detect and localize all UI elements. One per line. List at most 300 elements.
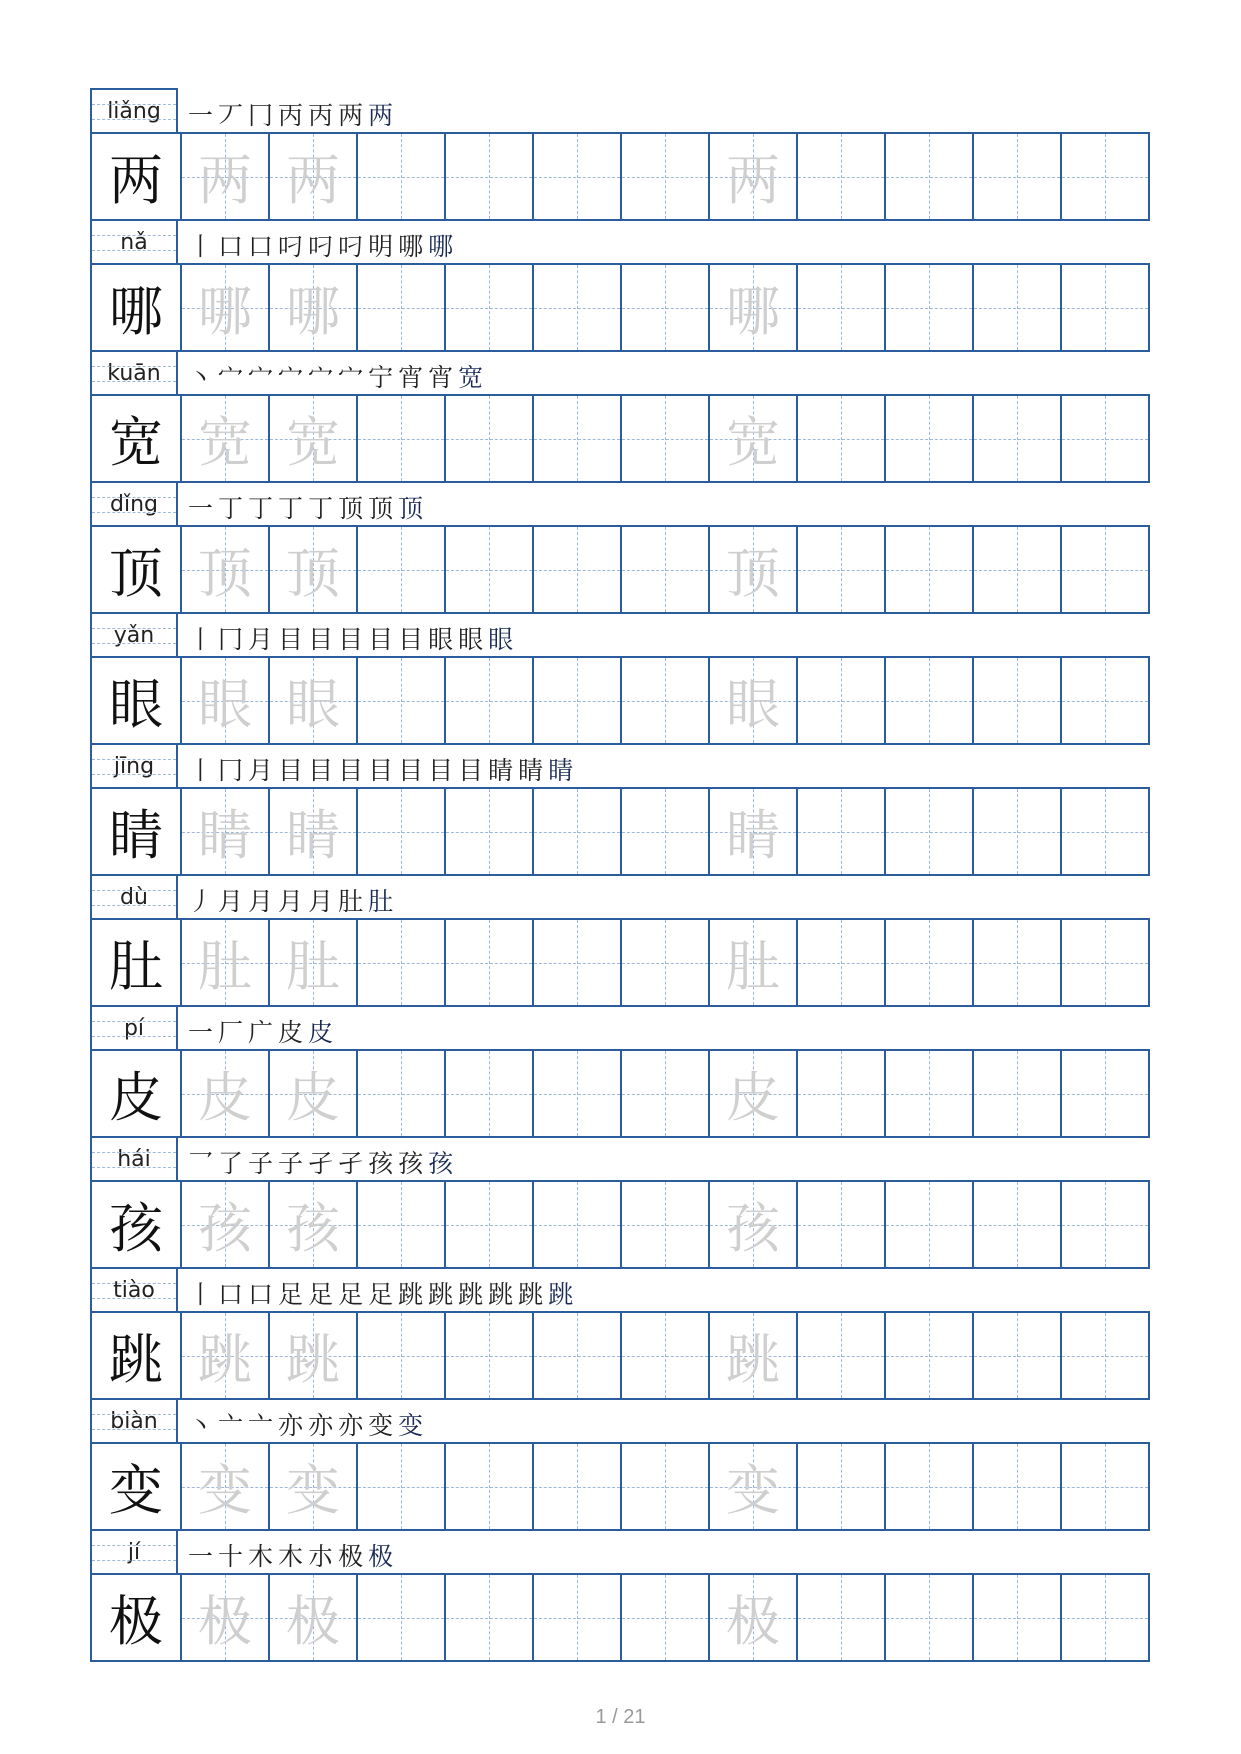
stroke-step: 口 <box>248 232 277 261</box>
practice-cell[interactable] <box>796 265 884 350</box>
practice-cell[interactable] <box>1060 1051 1148 1136</box>
practice-cell[interactable] <box>268 789 356 874</box>
practice-cell[interactable] <box>708 134 796 219</box>
stroke-step: 极 <box>338 1542 367 1571</box>
stroke-step: 月 <box>218 887 247 916</box>
stroke-step: 丨 <box>188 1280 217 1309</box>
stroke-step: 朩 <box>308 1542 337 1571</box>
stroke-step: 目 <box>338 625 367 654</box>
stroke-step: 两 <box>368 101 397 130</box>
stroke-step: 亦 <box>308 1411 337 1440</box>
pinyin-label: liǎng <box>90 88 178 132</box>
stroke-step: 眼 <box>458 625 487 654</box>
practice-cell[interactable] <box>268 1575 356 1660</box>
practice-cell[interactable] <box>268 527 356 612</box>
practice-cell[interactable] <box>1060 527 1148 612</box>
stroke-step: 哪 <box>428 232 457 261</box>
practice-cell[interactable] <box>180 658 268 743</box>
practice-cell[interactable] <box>972 920 1060 1005</box>
practice-cell[interactable] <box>972 789 1060 874</box>
practice-grid <box>90 1442 1150 1531</box>
model-cell <box>92 1182 180 1267</box>
practice-cell[interactable] <box>444 789 532 874</box>
model-character: 跳 <box>109 1328 163 1391</box>
practice-cell[interactable] <box>268 1313 356 1398</box>
stroke-step: 叼 <box>278 232 307 261</box>
stroke-order <box>188 223 458 263</box>
practice-cell[interactable] <box>1060 1444 1148 1529</box>
stroke-step: 肚 <box>338 887 367 916</box>
model-character: 皮 <box>109 1066 163 1129</box>
practice-cell[interactable] <box>620 396 708 481</box>
stroke-step: 丆 <box>218 101 247 130</box>
stroke-step: 丁 <box>218 494 247 523</box>
trace-character: 眼 <box>726 673 780 736</box>
stroke-step: 足 <box>368 1280 397 1309</box>
practice-cell[interactable] <box>532 1182 620 1267</box>
practice-cell[interactable] <box>1060 658 1148 743</box>
trace-character: 跳 <box>286 1328 340 1391</box>
practice-cell[interactable] <box>180 134 268 219</box>
practice-cell[interactable] <box>884 527 972 612</box>
practice-cell[interactable] <box>708 658 796 743</box>
trace-character: 肚 <box>726 935 780 998</box>
practice-cell[interactable] <box>444 1313 532 1398</box>
model-character: 宽 <box>109 411 163 474</box>
trace-character: 宽 <box>198 411 252 474</box>
stroke-order <box>188 1009 338 1049</box>
practice-cell[interactable] <box>708 527 796 612</box>
stroke-step: 木 <box>278 1542 307 1571</box>
practice-cell[interactable] <box>620 1444 708 1529</box>
stroke-step: 丶 <box>188 363 217 392</box>
practice-cell[interactable] <box>444 658 532 743</box>
stroke-step: 口 <box>218 1280 247 1309</box>
stroke-step: 一 <box>188 101 217 130</box>
practice-cell[interactable] <box>708 920 796 1005</box>
practice-cell[interactable] <box>620 789 708 874</box>
trace-character: 宽 <box>286 411 340 474</box>
practice-cell[interactable] <box>884 396 972 481</box>
practice-cell[interactable] <box>972 134 1060 219</box>
practice-cell[interactable] <box>708 265 796 350</box>
stroke-step: 丁 <box>248 494 277 523</box>
practice-cell[interactable] <box>620 920 708 1005</box>
trace-character: 睛 <box>286 804 340 867</box>
stroke-step: 了 <box>218 1149 247 1178</box>
model-character: 变 <box>109 1459 163 1522</box>
trace-character: 皮 <box>726 1066 780 1129</box>
practice-cell[interactable] <box>972 1182 1060 1267</box>
stroke-step: 丨 <box>188 625 217 654</box>
practice-cell[interactable] <box>356 1313 444 1398</box>
model-cell <box>92 1575 180 1660</box>
practice-cell[interactable] <box>532 1444 620 1529</box>
practice-cell[interactable] <box>620 1051 708 1136</box>
practice-cell[interactable] <box>796 1182 884 1267</box>
practice-cell[interactable] <box>796 920 884 1005</box>
stroke-order <box>188 485 428 525</box>
model-cell <box>92 265 180 350</box>
practice-cell[interactable] <box>884 265 972 350</box>
practice-grid <box>90 656 1150 745</box>
practice-cell[interactable] <box>708 1575 796 1660</box>
stroke-step: 睛 <box>488 756 517 785</box>
character-block <box>90 88 1150 221</box>
practice-cell[interactable] <box>884 134 972 219</box>
practice-cell[interactable] <box>972 1313 1060 1398</box>
practice-cell[interactable] <box>444 134 532 219</box>
practice-cell[interactable] <box>532 1051 620 1136</box>
practice-cell[interactable] <box>532 134 620 219</box>
pinyin-label: nǎ <box>90 219 178 263</box>
practice-cell[interactable] <box>620 1575 708 1660</box>
practice-cell[interactable] <box>268 920 356 1005</box>
model-character: 肚 <box>109 935 163 998</box>
practice-cell[interactable] <box>1060 265 1148 350</box>
practice-cell[interactable] <box>532 1575 620 1660</box>
stroke-step: 肚 <box>368 887 397 916</box>
stroke-order <box>188 1271 578 1311</box>
practice-cell[interactable] <box>708 396 796 481</box>
practice-cell[interactable] <box>532 658 620 743</box>
practice-cell[interactable] <box>884 920 972 1005</box>
practice-cell[interactable] <box>268 396 356 481</box>
stroke-order <box>188 747 578 787</box>
stroke-step: 目 <box>398 625 427 654</box>
practice-cell[interactable] <box>180 789 268 874</box>
stroke-step: 皮 <box>308 1018 337 1047</box>
trace-character: 顶 <box>286 542 340 605</box>
practice-cell[interactable] <box>356 920 444 1005</box>
trace-character: 睛 <box>198 804 252 867</box>
practice-cell[interactable] <box>972 1051 1060 1136</box>
stroke-order <box>188 354 488 394</box>
pinyin-label: biàn <box>90 1398 178 1442</box>
stroke-step: 广 <box>248 1018 277 1047</box>
practice-cell[interactable] <box>532 1313 620 1398</box>
character-block <box>90 743 1150 876</box>
practice-cell[interactable] <box>796 396 884 481</box>
trace-character: 哪 <box>198 280 252 343</box>
stroke-step: 子 <box>278 1149 307 1178</box>
practice-cell[interactable] <box>972 658 1060 743</box>
stroke-step: 口 <box>248 1280 277 1309</box>
practice-cell[interactable] <box>356 527 444 612</box>
character-block <box>90 612 1150 745</box>
model-character: 顶 <box>109 542 163 605</box>
practice-cell[interactable] <box>1060 789 1148 874</box>
practice-cell[interactable] <box>620 265 708 350</box>
trace-character: 肚 <box>198 935 252 998</box>
model-cell <box>92 396 180 481</box>
stroke-step: 月 <box>248 625 277 654</box>
practice-cell[interactable] <box>444 265 532 350</box>
stroke-step: 宀 <box>218 363 247 392</box>
stroke-step: 一 <box>188 494 217 523</box>
trace-character: 皮 <box>286 1066 340 1129</box>
stroke-step: 孩 <box>368 1149 397 1178</box>
stroke-step: 跳 <box>548 1280 577 1309</box>
practice-cell[interactable] <box>356 134 444 219</box>
practice-cell[interactable] <box>356 789 444 874</box>
trace-character: 极 <box>198 1590 252 1653</box>
stroke-step: 子 <box>248 1149 277 1178</box>
stroke-order <box>188 1402 428 1442</box>
stroke-step: 两 <box>338 101 367 130</box>
stroke-step: 宀 <box>278 363 307 392</box>
stroke-step: 丶 <box>188 1411 217 1440</box>
practice-cell[interactable] <box>180 396 268 481</box>
practice-grid <box>90 1573 1150 1662</box>
practice-cell[interactable] <box>884 1313 972 1398</box>
practice-cell[interactable] <box>180 1182 268 1267</box>
practice-cell[interactable] <box>796 1444 884 1529</box>
character-block <box>90 1398 1150 1531</box>
practice-cell[interactable] <box>884 1182 972 1267</box>
model-character: 极 <box>109 1590 163 1653</box>
stroke-step: 一 <box>188 1542 217 1571</box>
stroke-step: 极 <box>368 1542 397 1571</box>
stroke-step: 目 <box>278 625 307 654</box>
practice-cell[interactable] <box>796 134 884 219</box>
stroke-step: 月 <box>248 756 277 785</box>
practice-cell[interactable] <box>796 1313 884 1398</box>
stroke-step: 明 <box>368 232 397 261</box>
practice-cell[interactable] <box>620 134 708 219</box>
practice-cell[interactable] <box>972 396 1060 481</box>
practice-cell[interactable] <box>620 1182 708 1267</box>
practice-cell[interactable] <box>444 1444 532 1529</box>
practice-cell[interactable] <box>1060 1313 1148 1398</box>
stroke-step: 目 <box>398 756 427 785</box>
stroke-step: 冂 <box>218 625 247 654</box>
stroke-step: 十 <box>218 1542 247 1571</box>
practice-cell[interactable] <box>796 1575 884 1660</box>
practice-cell[interactable] <box>620 1313 708 1398</box>
practice-cell[interactable] <box>532 396 620 481</box>
practice-cell[interactable] <box>532 265 620 350</box>
pinyin-label: dù <box>90 874 178 918</box>
trace-character: 变 <box>198 1459 252 1522</box>
stroke-order <box>188 878 398 918</box>
practice-cell[interactable] <box>796 789 884 874</box>
stroke-step: 孑 <box>308 1149 337 1178</box>
trace-character: 跳 <box>726 1328 780 1391</box>
practice-cell[interactable] <box>532 789 620 874</box>
practice-cell[interactable] <box>796 658 884 743</box>
practice-cell[interactable] <box>884 789 972 874</box>
practice-cell[interactable] <box>268 658 356 743</box>
practice-cell[interactable] <box>444 527 532 612</box>
practice-cell[interactable] <box>620 527 708 612</box>
practice-cell[interactable] <box>180 1575 268 1660</box>
practice-cell[interactable] <box>708 1182 796 1267</box>
stroke-step: 孩 <box>428 1149 457 1178</box>
practice-cell[interactable] <box>356 265 444 350</box>
stroke-step: 顶 <box>398 494 427 523</box>
stroke-step: 冂 <box>248 101 277 130</box>
trace-character: 两 <box>286 149 340 212</box>
stroke-step: 丁 <box>278 494 307 523</box>
practice-cell[interactable] <box>1060 396 1148 481</box>
stroke-step: 目 <box>278 756 307 785</box>
stroke-step: 跳 <box>398 1280 427 1309</box>
stroke-order <box>188 92 398 132</box>
character-block <box>90 1005 1150 1138</box>
stroke-step: 宽 <box>458 363 487 392</box>
character-block <box>90 874 1150 1007</box>
stroke-step: 宀 <box>308 363 337 392</box>
practice-cell[interactable] <box>708 789 796 874</box>
practice-cell[interactable] <box>180 1313 268 1398</box>
practice-cell[interactable] <box>180 1051 268 1136</box>
stroke-step: 乛 <box>188 1149 217 1178</box>
character-block <box>90 481 1150 614</box>
pinyin-label: hái <box>90 1136 178 1180</box>
practice-cell[interactable] <box>356 396 444 481</box>
practice-cell[interactable] <box>796 527 884 612</box>
stroke-step: 足 <box>338 1280 367 1309</box>
practice-cell[interactable] <box>356 1444 444 1529</box>
trace-character: 变 <box>726 1459 780 1522</box>
stroke-order <box>188 1533 398 1573</box>
pinyin-label: pí <box>90 1005 178 1049</box>
practice-cell[interactable] <box>444 1182 532 1267</box>
practice-cell[interactable] <box>972 1444 1060 1529</box>
practice-cell[interactable] <box>708 1444 796 1529</box>
stroke-step: 宵 <box>398 363 427 392</box>
practice-cell[interactable] <box>356 1575 444 1660</box>
practice-cell[interactable] <box>1060 1182 1148 1267</box>
practice-cell[interactable] <box>708 1051 796 1136</box>
practice-grid <box>90 1311 1150 1400</box>
practice-cell[interactable] <box>708 1313 796 1398</box>
stroke-step: 丙 <box>308 101 337 130</box>
practice-cell[interactable] <box>884 1575 972 1660</box>
practice-cell[interactable] <box>180 527 268 612</box>
stroke-step: 目 <box>308 756 337 785</box>
stroke-step: 宵 <box>428 363 457 392</box>
practice-cell[interactable] <box>444 920 532 1005</box>
trace-character: 宽 <box>726 411 780 474</box>
trace-character: 哪 <box>726 280 780 343</box>
practice-cell[interactable] <box>268 265 356 350</box>
trace-character: 睛 <box>726 804 780 867</box>
stroke-step: 丁 <box>308 494 337 523</box>
trace-character: 极 <box>726 1590 780 1653</box>
practice-cell[interactable] <box>1060 1575 1148 1660</box>
practice-cell[interactable] <box>532 527 620 612</box>
practice-cell[interactable] <box>1060 134 1148 219</box>
practice-cell[interactable] <box>884 658 972 743</box>
stroke-step: 足 <box>308 1280 337 1309</box>
trace-character: 眼 <box>286 673 340 736</box>
practice-cell[interactable] <box>356 658 444 743</box>
practice-cell[interactable] <box>1060 920 1148 1005</box>
practice-cell[interactable] <box>356 1182 444 1267</box>
practice-cell[interactable] <box>884 1444 972 1529</box>
character-block <box>90 219 1150 352</box>
model-cell <box>92 789 180 874</box>
practice-cell[interactable] <box>796 1051 884 1136</box>
stroke-step: 厂 <box>218 1018 247 1047</box>
practice-grid <box>90 525 1150 614</box>
pinyin-label: dǐng <box>90 481 178 525</box>
stroke-step: 丨 <box>188 232 217 261</box>
stroke-step: 跳 <box>518 1280 547 1309</box>
practice-grid <box>90 1049 1150 1138</box>
model-character: 孩 <box>109 1197 163 1260</box>
practice-grid <box>90 263 1150 352</box>
pinyin-label: yǎn <box>90 612 178 656</box>
stroke-step: 亠 <box>218 1411 247 1440</box>
trace-character: 跳 <box>198 1328 252 1391</box>
stroke-step: 跳 <box>428 1280 457 1309</box>
stroke-order <box>188 1140 458 1180</box>
practice-cell[interactable] <box>356 1051 444 1136</box>
stroke-step: 丿 <box>188 887 217 916</box>
stroke-step: 目 <box>428 756 457 785</box>
stroke-step: 孩 <box>398 1149 427 1178</box>
character-block <box>90 1529 1150 1662</box>
stroke-order <box>188 616 518 656</box>
practice-cell[interactable] <box>444 1575 532 1660</box>
practice-cell[interactable] <box>268 1444 356 1529</box>
practice-cell[interactable] <box>972 527 1060 612</box>
character-block <box>90 350 1150 483</box>
stroke-step: 顶 <box>368 494 397 523</box>
practice-cell[interactable] <box>180 1444 268 1529</box>
trace-character: 孩 <box>286 1197 340 1260</box>
trace-character: 极 <box>286 1590 340 1653</box>
trace-character: 两 <box>198 149 252 212</box>
practice-cell[interactable] <box>532 920 620 1005</box>
character-block <box>90 1136 1150 1269</box>
stroke-step: 足 <box>278 1280 307 1309</box>
practice-cell[interactable] <box>620 658 708 743</box>
trace-character: 孩 <box>726 1197 780 1260</box>
stroke-step: 丙 <box>278 101 307 130</box>
stroke-step: 目 <box>338 756 367 785</box>
practice-cell[interactable] <box>884 1051 972 1136</box>
practice-cell[interactable] <box>444 1051 532 1136</box>
trace-character: 皮 <box>198 1066 252 1129</box>
stroke-step: 目 <box>368 756 397 785</box>
trace-character: 顶 <box>726 542 780 605</box>
trace-character: 孩 <box>198 1197 252 1260</box>
stroke-step: 变 <box>368 1411 397 1440</box>
trace-character: 顶 <box>198 542 252 605</box>
practice-cell[interactable] <box>972 1575 1060 1660</box>
practice-cell[interactable] <box>180 920 268 1005</box>
practice-cell[interactable] <box>268 1051 356 1136</box>
practice-cell[interactable] <box>268 134 356 219</box>
stroke-step: 亦 <box>338 1411 367 1440</box>
practice-grid <box>90 918 1150 1007</box>
page-number: 1 / 21 <box>595 1706 646 1728</box>
practice-cell[interactable] <box>972 265 1060 350</box>
practice-cell[interactable] <box>268 1182 356 1267</box>
model-cell <box>92 527 180 612</box>
stroke-step: 宀 <box>248 363 277 392</box>
practice-cell[interactable] <box>180 265 268 350</box>
trace-character: 两 <box>726 149 780 212</box>
stroke-step: 睛 <box>548 756 577 785</box>
trace-character: 眼 <box>198 673 252 736</box>
stroke-step: 宁 <box>368 363 397 392</box>
practice-cell[interactable] <box>444 396 532 481</box>
